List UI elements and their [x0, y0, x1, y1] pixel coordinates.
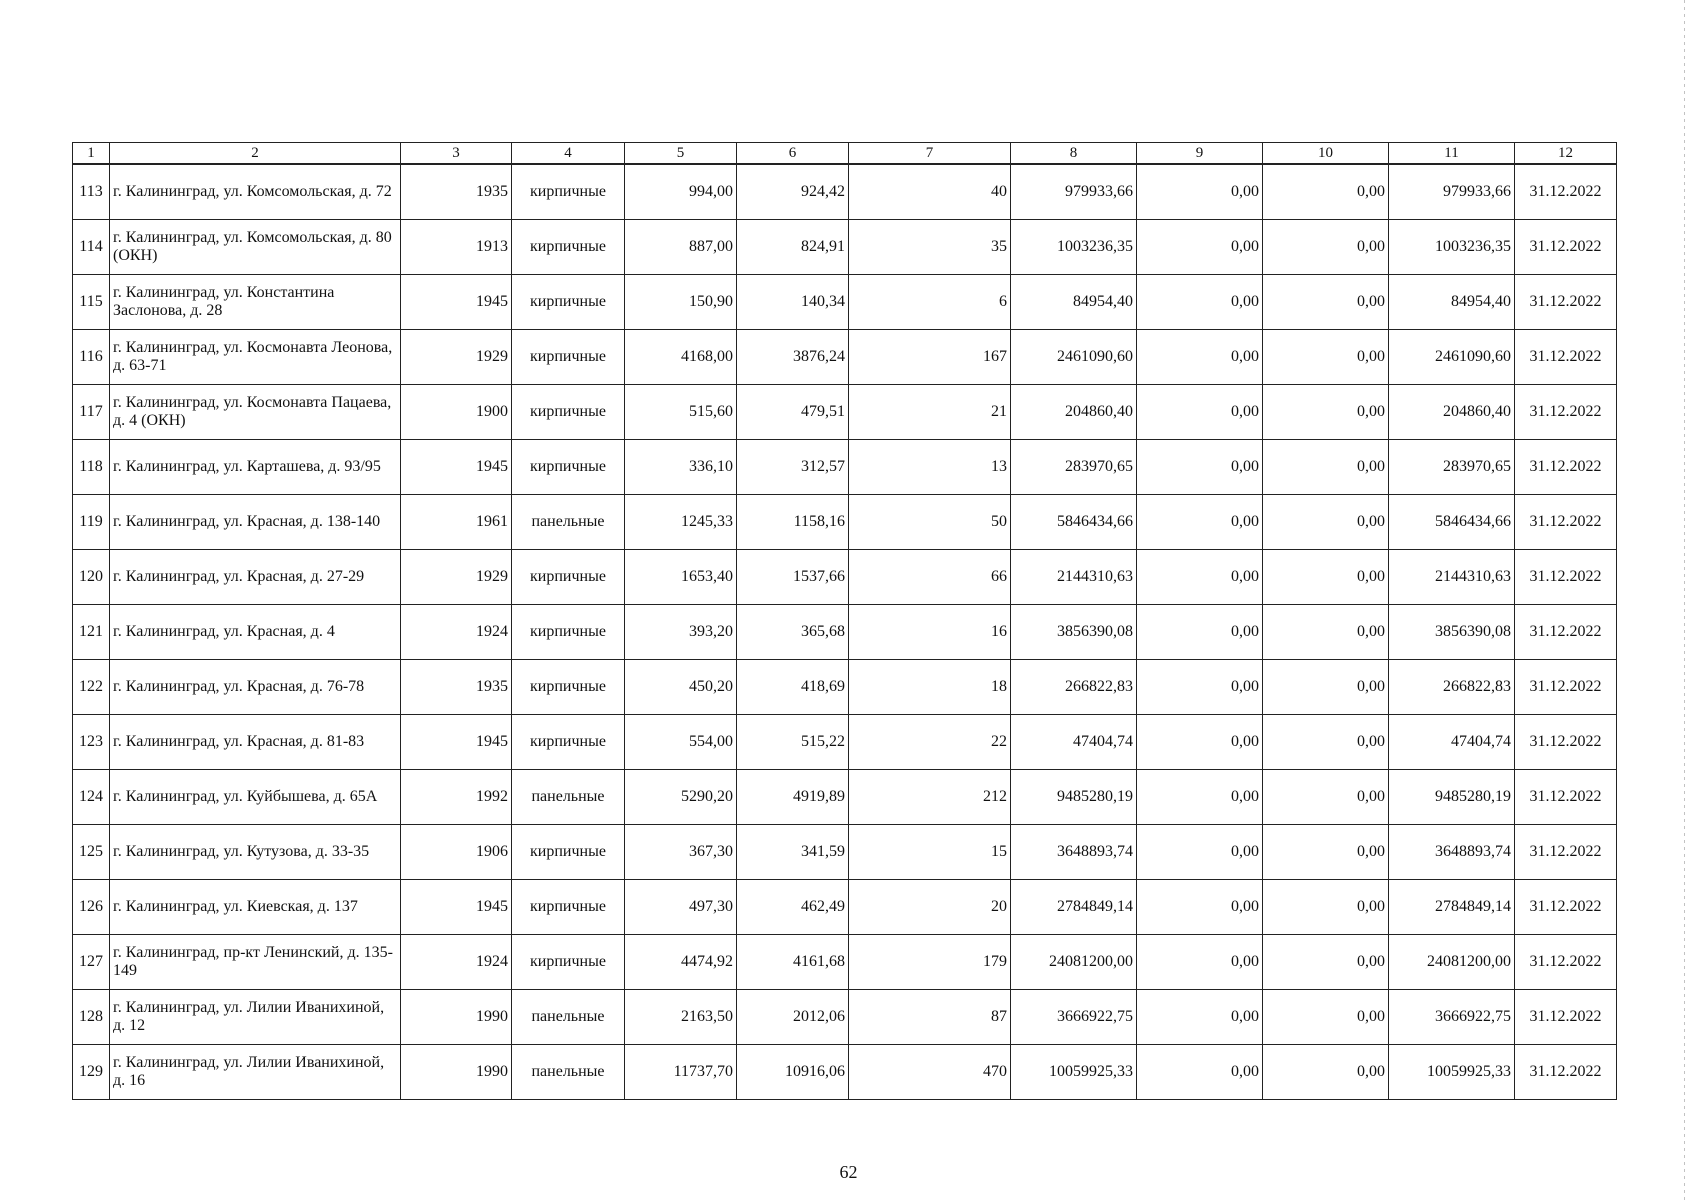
row-number: 128	[73, 989, 110, 1044]
col10-cell: 0,00	[1263, 164, 1389, 219]
address-cell: г. Калининград, ул. Космонавта Леонова, д. 63-71	[110, 329, 401, 384]
col8-cell: 5846434,66	[1011, 494, 1137, 549]
address-cell: г. Калининград, ул. Константина Заслонова, д. 28	[110, 274, 401, 329]
col7-cell: 18	[849, 659, 1011, 714]
row-number: 129	[73, 1044, 110, 1099]
row-number: 120	[73, 549, 110, 604]
col7-cell: 212	[849, 769, 1011, 824]
col6-cell: 515,22	[737, 714, 849, 769]
date-cell: 31.12.2022	[1515, 1044, 1617, 1099]
address-cell: г. Калининград, ул. Киевская, д. 137	[110, 879, 401, 934]
col5-cell: 336,10	[625, 439, 737, 494]
col9-cell: 0,00	[1137, 769, 1263, 824]
date-cell: 31.12.2022	[1515, 659, 1617, 714]
col11-cell: 24081200,00	[1389, 934, 1515, 989]
col7-cell: 40	[849, 164, 1011, 219]
col11-cell: 10059925,33	[1389, 1044, 1515, 1099]
col6-cell: 1158,16	[737, 494, 849, 549]
year-cell: 1900	[401, 384, 512, 439]
col6-cell: 140,34	[737, 274, 849, 329]
col9-cell: 0,00	[1137, 384, 1263, 439]
col10-cell: 0,00	[1263, 219, 1389, 274]
date-cell: 31.12.2022	[1515, 439, 1617, 494]
col5-cell: 393,20	[625, 604, 737, 659]
date-cell: 31.12.2022	[1515, 769, 1617, 824]
col5-cell: 1245,33	[625, 494, 737, 549]
row-number: 121	[73, 604, 110, 659]
col-header-8: 8	[1011, 143, 1137, 165]
address-cell: г. Калининград, ул. Красная, д. 4	[110, 604, 401, 659]
col11-cell: 9485280,19	[1389, 769, 1515, 824]
year-cell: 1945	[401, 439, 512, 494]
col7-cell: 87	[849, 989, 1011, 1044]
col10-cell: 0,00	[1263, 549, 1389, 604]
wall-material-cell: кирпичные	[512, 659, 625, 714]
table-row	[73, 1044, 1617, 1099]
col7-cell: 179	[849, 934, 1011, 989]
table-row	[73, 659, 1617, 714]
col-header-5: 5	[625, 143, 737, 165]
col-header-10: 10	[1263, 143, 1389, 165]
table-row	[73, 769, 1617, 824]
col11-cell: 3666922,75	[1389, 989, 1515, 1044]
col9-cell: 0,00	[1137, 714, 1263, 769]
scan-edge-mark	[1684, 0, 1685, 1200]
date-cell: 31.12.2022	[1515, 604, 1617, 659]
year-cell: 1961	[401, 494, 512, 549]
col11-cell: 2784849,14	[1389, 879, 1515, 934]
date-cell: 31.12.2022	[1515, 549, 1617, 604]
row-number: 126	[73, 879, 110, 934]
table-row	[73, 494, 1617, 549]
col9-cell: 0,00	[1137, 164, 1263, 219]
col-header-12: 12	[1515, 143, 1617, 165]
date-cell: 31.12.2022	[1515, 879, 1617, 934]
table-row	[73, 934, 1617, 989]
table-row	[73, 384, 1617, 439]
col8-cell: 266822,83	[1011, 659, 1137, 714]
date-cell: 31.12.2022	[1515, 989, 1617, 1044]
col9-cell: 0,00	[1137, 1044, 1263, 1099]
col6-cell: 341,59	[737, 824, 849, 879]
col7-cell: 15	[849, 824, 1011, 879]
wall-material-cell: кирпичные	[512, 604, 625, 659]
col-header-3: 3	[401, 143, 512, 165]
wall-material-cell: кирпичные	[512, 384, 625, 439]
col11-cell: 47404,74	[1389, 714, 1515, 769]
year-cell: 1913	[401, 219, 512, 274]
col7-cell: 21	[849, 384, 1011, 439]
col8-cell: 979933,66	[1011, 164, 1137, 219]
table-row	[73, 274, 1617, 329]
date-cell: 31.12.2022	[1515, 824, 1617, 879]
col5-cell: 887,00	[625, 219, 737, 274]
col10-cell: 0,00	[1263, 1044, 1389, 1099]
col5-cell: 450,20	[625, 659, 737, 714]
year-cell: 1929	[401, 549, 512, 604]
col8-cell: 3856390,08	[1011, 604, 1137, 659]
col5-cell: 11737,70	[625, 1044, 737, 1099]
col7-cell: 470	[849, 1044, 1011, 1099]
row-number: 114	[73, 219, 110, 274]
table-row	[73, 824, 1617, 879]
col-header-9: 9	[1137, 143, 1263, 165]
col-header-6: 6	[737, 143, 849, 165]
col8-cell: 84954,40	[1011, 274, 1137, 329]
col6-cell: 479,51	[737, 384, 849, 439]
col8-cell: 47404,74	[1011, 714, 1137, 769]
col8-cell: 9485280,19	[1011, 769, 1137, 824]
row-number: 113	[73, 164, 110, 219]
col8-cell: 2461090,60	[1011, 329, 1137, 384]
col8-cell: 2784849,14	[1011, 879, 1137, 934]
wall-material-cell: панельные	[512, 989, 625, 1044]
address-cell: г. Калининград, ул. Красная, д. 76-78	[110, 659, 401, 714]
year-cell: 1906	[401, 824, 512, 879]
address-cell: г. Калининград, ул. Красная, д. 81-83	[110, 714, 401, 769]
address-cell: г. Калининград, ул. Красная, д. 138-140	[110, 494, 401, 549]
wall-material-cell: кирпичные	[512, 934, 625, 989]
col6-cell: 365,68	[737, 604, 849, 659]
col6-cell: 3876,24	[737, 329, 849, 384]
registry-table	[72, 142, 1617, 1100]
year-cell: 1935	[401, 659, 512, 714]
row-number: 117	[73, 384, 110, 439]
table-row	[73, 989, 1617, 1044]
col10-cell: 0,00	[1263, 329, 1389, 384]
col11-cell: 1003236,35	[1389, 219, 1515, 274]
wall-material-cell: кирпичные	[512, 274, 625, 329]
year-cell: 1929	[401, 329, 512, 384]
col7-cell: 35	[849, 219, 1011, 274]
wall-material-cell: кирпичные	[512, 329, 625, 384]
address-cell: г. Калининград, ул. Комсомольская, д. 80 (ОКН)	[110, 219, 401, 274]
col11-cell: 2144310,63	[1389, 549, 1515, 604]
col10-cell: 0,00	[1263, 714, 1389, 769]
col11-cell: 3856390,08	[1389, 604, 1515, 659]
address-cell: г. Калининград, ул. Лилии Иванихиной, д. 12	[110, 989, 401, 1044]
col7-cell: 66	[849, 549, 1011, 604]
col8-cell: 2144310,63	[1011, 549, 1137, 604]
wall-material-cell: панельные	[512, 494, 625, 549]
col11-cell: 979933,66	[1389, 164, 1515, 219]
address-cell: г. Калининград, ул. Комсомольская, д. 72	[110, 164, 401, 219]
col10-cell: 0,00	[1263, 659, 1389, 714]
col9-cell: 0,00	[1137, 934, 1263, 989]
col6-cell: 824,91	[737, 219, 849, 274]
row-number: 124	[73, 769, 110, 824]
col10-cell: 0,00	[1263, 494, 1389, 549]
col8-cell: 10059925,33	[1011, 1044, 1137, 1099]
row-number: 127	[73, 934, 110, 989]
wall-material-cell: кирпичные	[512, 714, 625, 769]
table-row	[73, 879, 1617, 934]
col11-cell: 84954,40	[1389, 274, 1515, 329]
year-cell: 1990	[401, 1044, 512, 1099]
wall-material-cell: кирпичные	[512, 439, 625, 494]
col8-cell: 283970,65	[1011, 439, 1137, 494]
col7-cell: 20	[849, 879, 1011, 934]
col5-cell: 994,00	[625, 164, 737, 219]
col9-cell: 0,00	[1137, 989, 1263, 1044]
date-cell: 31.12.2022	[1515, 494, 1617, 549]
year-cell: 1945	[401, 274, 512, 329]
col9-cell: 0,00	[1137, 879, 1263, 934]
col11-cell: 204860,40	[1389, 384, 1515, 439]
col6-cell: 10916,06	[737, 1044, 849, 1099]
col6-cell: 312,57	[737, 439, 849, 494]
table-row	[73, 164, 1617, 219]
col7-cell: 6	[849, 274, 1011, 329]
wall-material-cell: кирпичные	[512, 879, 625, 934]
col6-cell: 2012,06	[737, 989, 849, 1044]
table-body	[73, 164, 1617, 1099]
col11-cell: 266822,83	[1389, 659, 1515, 714]
wall-material-cell: панельные	[512, 1044, 625, 1099]
col11-cell: 3648893,74	[1389, 824, 1515, 879]
row-number: 118	[73, 439, 110, 494]
wall-material-cell: кирпичные	[512, 219, 625, 274]
address-cell: г. Калининград, пр-кт Ленинский, д. 135-149	[110, 934, 401, 989]
address-cell: г. Калининград, ул. Космонавта Пацаева, д. 4 (ОКН)	[110, 384, 401, 439]
col5-cell: 497,30	[625, 879, 737, 934]
col9-cell: 0,00	[1137, 494, 1263, 549]
col8-cell: 3648893,74	[1011, 824, 1137, 879]
date-cell: 31.12.2022	[1515, 219, 1617, 274]
wall-material-cell: кирпичные	[512, 164, 625, 219]
col5-cell: 367,30	[625, 824, 737, 879]
col10-cell: 0,00	[1263, 604, 1389, 659]
col5-cell: 515,60	[625, 384, 737, 439]
col7-cell: 22	[849, 714, 1011, 769]
col10-cell: 0,00	[1263, 384, 1389, 439]
col9-cell: 0,00	[1137, 549, 1263, 604]
col11-cell: 283970,65	[1389, 439, 1515, 494]
col-header-4: 4	[512, 143, 625, 165]
col7-cell: 167	[849, 329, 1011, 384]
address-cell: г. Калининград, ул. Кутузова, д. 33-35	[110, 824, 401, 879]
col5-cell: 2163,50	[625, 989, 737, 1044]
year-cell: 1924	[401, 934, 512, 989]
date-cell: 31.12.2022	[1515, 274, 1617, 329]
year-cell: 1945	[401, 714, 512, 769]
col8-cell: 1003236,35	[1011, 219, 1137, 274]
address-cell: г. Калининград, ул. Красная, д. 27-29	[110, 549, 401, 604]
date-cell: 31.12.2022	[1515, 384, 1617, 439]
address-cell: г. Калининград, ул. Куйбышева, д. 65А	[110, 769, 401, 824]
col9-cell: 0,00	[1137, 274, 1263, 329]
col10-cell: 0,00	[1263, 439, 1389, 494]
row-number: 122	[73, 659, 110, 714]
address-cell: г. Калининград, ул. Карташева, д. 93/95	[110, 439, 401, 494]
col6-cell: 4161,68	[737, 934, 849, 989]
row-number: 115	[73, 274, 110, 329]
column-number-row	[73, 143, 1617, 165]
wall-material-cell: кирпичные	[512, 549, 625, 604]
table-row	[73, 219, 1617, 274]
col9-cell: 0,00	[1137, 604, 1263, 659]
col9-cell: 0,00	[1137, 659, 1263, 714]
row-number: 116	[73, 329, 110, 384]
year-cell: 1945	[401, 879, 512, 934]
col8-cell: 204860,40	[1011, 384, 1137, 439]
col-header-7: 7	[849, 143, 1011, 165]
col7-cell: 16	[849, 604, 1011, 659]
col5-cell: 150,90	[625, 274, 737, 329]
col6-cell: 924,42	[737, 164, 849, 219]
col6-cell: 462,49	[737, 879, 849, 934]
row-number: 125	[73, 824, 110, 879]
table-row	[73, 329, 1617, 384]
year-cell: 1935	[401, 164, 512, 219]
year-cell: 1992	[401, 769, 512, 824]
col9-cell: 0,00	[1137, 824, 1263, 879]
table-row	[73, 604, 1617, 659]
col5-cell: 4168,00	[625, 329, 737, 384]
col10-cell: 0,00	[1263, 989, 1389, 1044]
wall-material-cell: кирпичные	[512, 824, 625, 879]
date-cell: 31.12.2022	[1515, 714, 1617, 769]
col8-cell: 3666922,75	[1011, 989, 1137, 1044]
col5-cell: 1653,40	[625, 549, 737, 604]
col9-cell: 0,00	[1137, 219, 1263, 274]
col10-cell: 0,00	[1263, 824, 1389, 879]
col9-cell: 0,00	[1137, 439, 1263, 494]
col9-cell: 0,00	[1137, 329, 1263, 384]
address-cell: г. Калининград, ул. Лилии Иванихиной, д. 16	[110, 1044, 401, 1099]
year-cell: 1924	[401, 604, 512, 659]
row-number: 123	[73, 714, 110, 769]
col10-cell: 0,00	[1263, 879, 1389, 934]
col6-cell: 418,69	[737, 659, 849, 714]
col7-cell: 50	[849, 494, 1011, 549]
page-number: 62	[839, 1162, 858, 1182]
date-cell: 31.12.2022	[1515, 329, 1617, 384]
col11-cell: 2461090,60	[1389, 329, 1515, 384]
wall-material-cell: панельные	[512, 769, 625, 824]
table-row	[73, 439, 1617, 494]
col5-cell: 554,00	[625, 714, 737, 769]
year-cell: 1990	[401, 989, 512, 1044]
row-number: 119	[73, 494, 110, 549]
table-row	[73, 714, 1617, 769]
col6-cell: 1537,66	[737, 549, 849, 604]
col10-cell: 0,00	[1263, 769, 1389, 824]
col10-cell: 0,00	[1263, 274, 1389, 329]
col5-cell: 5290,20	[625, 769, 737, 824]
date-cell: 31.12.2022	[1515, 164, 1617, 219]
table-row	[73, 549, 1617, 604]
col-header-11: 11	[1389, 143, 1515, 165]
col11-cell: 5846434,66	[1389, 494, 1515, 549]
date-cell: 31.12.2022	[1515, 934, 1617, 989]
col-header-2: 2	[110, 143, 401, 165]
col8-cell: 24081200,00	[1011, 934, 1137, 989]
col5-cell: 4474,92	[625, 934, 737, 989]
col7-cell: 13	[849, 439, 1011, 494]
col6-cell: 4919,89	[737, 769, 849, 824]
col10-cell: 0,00	[1263, 934, 1389, 989]
col-header-1: 1	[73, 143, 110, 165]
